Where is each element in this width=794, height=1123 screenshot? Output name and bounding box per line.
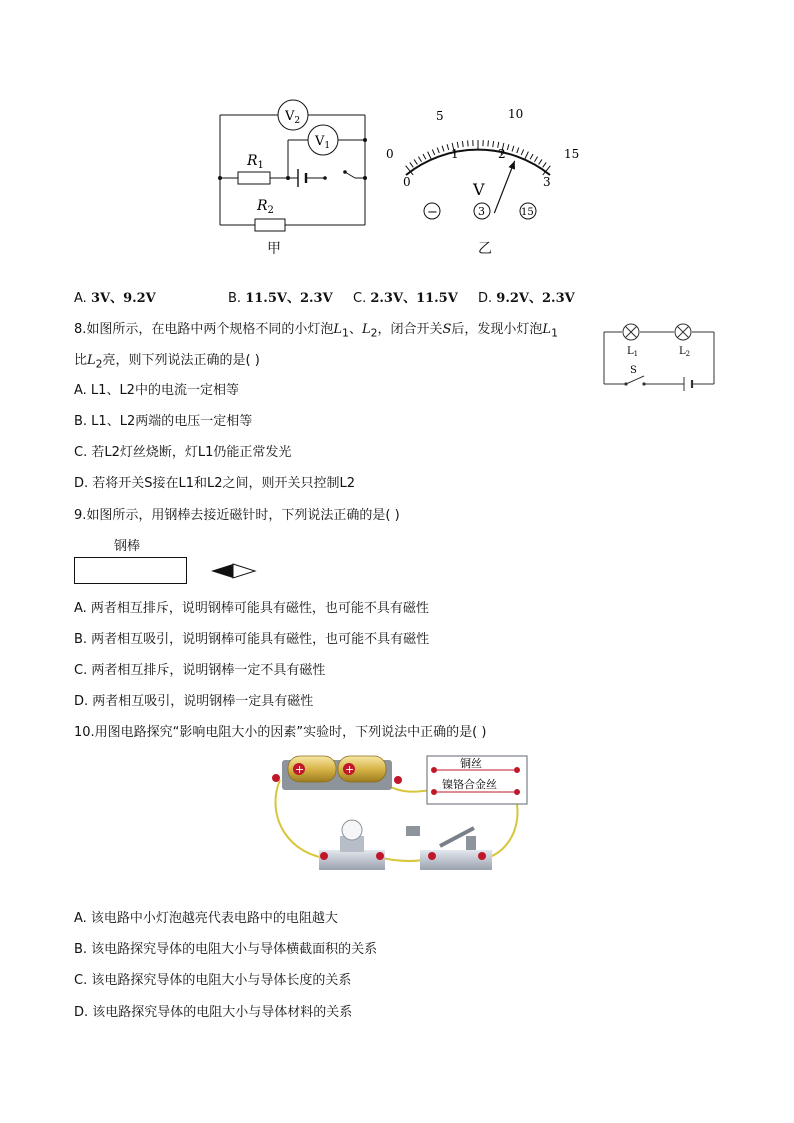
meter-tick — [423, 154, 426, 159]
meter-tick — [462, 141, 463, 147]
q9-option-c[interactable]: C. 两者相互排斥，说明钢棒一定不具有磁性 — [74, 663, 326, 678]
figure-8-circuit — [596, 318, 726, 393]
meter-tick — [534, 157, 537, 162]
r1-label: $R_1$ — [247, 153, 264, 171]
upper-tick-10: 10 — [508, 107, 524, 121]
svg-text:+: + — [345, 763, 355, 776]
meter-tick — [442, 146, 444, 152]
v2-label: $V_2$ — [285, 109, 301, 126]
q9-option-b[interactable]: B. 两者相互吸引，说明钢棒可能具有磁性，也可能不具有磁性 — [74, 632, 430, 647]
meter-tick — [493, 141, 494, 147]
terminal-minus-label: − — [427, 205, 438, 220]
meter-tick — [507, 144, 509, 150]
q10-stem: 10.用图电路探究“影响电阻大小的因素”实验时，下列说法中正确的是( ) — [74, 725, 487, 740]
figure-7-voltmeter — [378, 100, 588, 230]
q9-option-d[interactable]: D. 两者相互吸引，说明钢棒一定具有磁性 — [74, 694, 314, 709]
meter-tick — [432, 149, 434, 155]
q8-stem-line1: 8.如图所示，在电路中两个规格不同的小灯泡$L_1$、$L_2$，闭合开关S后，发现小灯泡$L_1$ — [74, 322, 558, 340]
q9-option-a[interactable]: A. 两者相互排斥，说明钢棒可能具有磁性，也可能不具有磁性 — [74, 601, 429, 616]
meter-tick — [543, 162, 547, 167]
copper-wire-label: 铜丝 — [460, 757, 482, 770]
figure-7-circuit — [210, 95, 380, 265]
q9-fig-label: 钢棒 — [114, 539, 141, 554]
terminal-15-label: 15 — [521, 207, 534, 218]
meter-needle-head — [509, 161, 516, 170]
meter-tick — [530, 154, 533, 159]
meter-tick — [468, 140, 469, 146]
meter-tick — [410, 162, 414, 167]
meter-tick — [517, 147, 519, 153]
q7-option-d[interactable]: D. 9.2V、2.3V — [478, 291, 575, 306]
upper-tick-15: 15 — [564, 147, 580, 161]
upper-tick-5: 5 — [436, 109, 444, 123]
q8-option-b[interactable]: B. L1、L2两端的电压一定相等 — [74, 414, 253, 429]
figure-7-caption-jia: 甲 — [267, 241, 281, 257]
terminal-3-label: 3 — [478, 205, 485, 218]
q8-option-d[interactable]: D. 若将开关S接在L1和L2之间，则开关只控制L2 — [74, 476, 356, 491]
meter-tick — [521, 149, 523, 155]
magnetic-needle-icon — [208, 562, 258, 580]
fig8-s-label: S — [630, 365, 637, 376]
meter-tick — [414, 159, 417, 164]
lower-tick-0: 0 — [403, 175, 411, 189]
q10-option-a[interactable]: A. 该电路中小灯泡越亮代表电路中的电阻越大 — [74, 911, 338, 926]
v1-label: $V_1$ — [315, 134, 331, 151]
meter-tick — [437, 147, 439, 153]
q10-option-c[interactable]: C. 该电路探究导体的电阻大小与导体长度的关系 — [74, 973, 352, 988]
meter-tick — [428, 152, 432, 160]
meter-tick — [447, 144, 449, 150]
meter-needle — [494, 161, 514, 213]
lower-tick-2: 2 — [498, 147, 506, 161]
nichrome-wire-label: 镍铬合金丝 — [442, 778, 497, 791]
meter-unit: V — [473, 180, 485, 199]
svg-text:+: + — [295, 763, 305, 776]
meter-tick — [488, 140, 489, 146]
q10-option-d[interactable]: D. 该电路探究导体的电阻大小与导体材料的关系 — [74, 1005, 353, 1020]
lower-tick-3: 3 — [543, 175, 551, 189]
q8-stem-line2: 比$L_2$亮，则下列说法正确的是( ) — [74, 353, 260, 371]
fig8-l1-label: $L_1$ — [627, 346, 639, 358]
steel-rod — [74, 557, 187, 584]
r2-label: $R_2$ — [257, 198, 274, 216]
meter-tick — [512, 146, 514, 152]
figure-10-apparatus — [262, 750, 537, 880]
q10-option-b[interactable]: B. 该电路探究导体的电阻大小与导体横截面积的关系 — [74, 942, 378, 957]
q8-option-a[interactable]: A. L1、L2中的电流一定相等 — [74, 383, 239, 398]
q7-option-c[interactable]: C. 2.3V、11.5V — [353, 291, 458, 306]
meter-tick — [418, 157, 421, 162]
q7-option-b[interactable]: B. 11.5V、2.3V — [228, 291, 333, 306]
q7-option-a[interactable]: A. 3V、9.2V — [74, 291, 156, 306]
figure-7-caption-yi: 乙 — [478, 241, 492, 257]
meter-tick — [524, 152, 528, 160]
meter-tick — [539, 159, 542, 164]
lower-tick-1: 1 — [451, 147, 459, 161]
upper-tick-0: 0 — [386, 147, 394, 161]
q8-option-c[interactable]: C. 若L2灯丝烧断，灯L1仍能正常发光 — [74, 445, 292, 460]
fig8-l2-label: $L_2$ — [679, 346, 691, 358]
q9-stem: 9.如图所示，用钢棒去接近磁针时，下列说法正确的是( ) — [74, 508, 400, 523]
